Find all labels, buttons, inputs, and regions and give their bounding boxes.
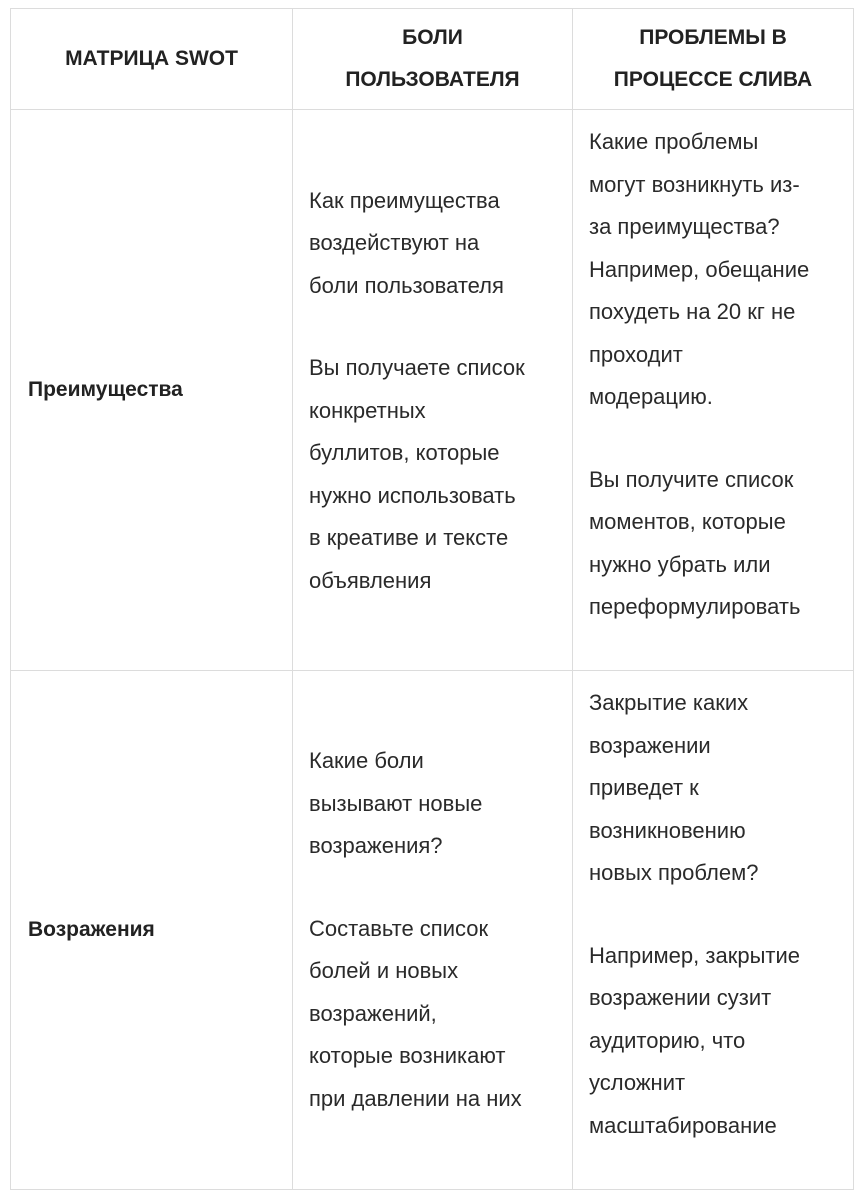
header-drain-problems [573, 9, 854, 110]
cell-text: Вы получите список моментов, которые нужно убрать или переформулировать [589, 466, 801, 619]
header-swot-matrix [11, 9, 293, 110]
row-label-advantages: Преимущества [11, 110, 293, 671]
cell-text: Например, закрытие возражении сузит аудиторию, что усложнит масштабирование [589, 942, 800, 1138]
cell-objections-pains [293, 671, 573, 1190]
cell-text: Составьте список болей и новых возражений, которые возникают при давлении на них [309, 915, 522, 1111]
cell-advantages-problems [573, 110, 854, 671]
swot-matrix-table [10, 8, 854, 1190]
cell-text: Вы получаете список конкретных буллитов, которые нужно использовать в креативе и тексте объявления [309, 355, 525, 593]
cell-objections-problems [573, 671, 854, 1190]
row-label-objections: Возражения [11, 671, 293, 1190]
header-user-pains-line-2: ПОЛЬЗОВАТЕЛЯ [345, 68, 520, 91]
cell-text: Как преимущества воздействуют на боли пользователя [309, 187, 504, 298]
cell-text: Закрытие каких возражении приведет к возникновению новых проблем? [589, 690, 759, 885]
table-header-row [11, 9, 854, 110]
table-row [11, 671, 854, 1190]
header-drain-problems-line-2: ПРОЦЕССЕ СЛИВА [613, 68, 813, 91]
cell-advantages-pains [293, 110, 573, 671]
header-user-pains-line-1: БОЛИ [402, 26, 463, 49]
header-user-pains [293, 9, 573, 110]
header-swot-matrix-label: МАТРИЦА SWOT [65, 47, 238, 70]
cell-text: Какие проблемы могут возникнуть из- за преимущества? Например, обещание похудеть на 20 кг не проходит модерацию. [589, 129, 810, 409]
table-row [11, 110, 854, 671]
header-drain-problems-line-1: ПРОБЛЕМЫ В [639, 26, 787, 49]
cell-text: Какие боли вызывают новые возражения? [309, 748, 483, 858]
